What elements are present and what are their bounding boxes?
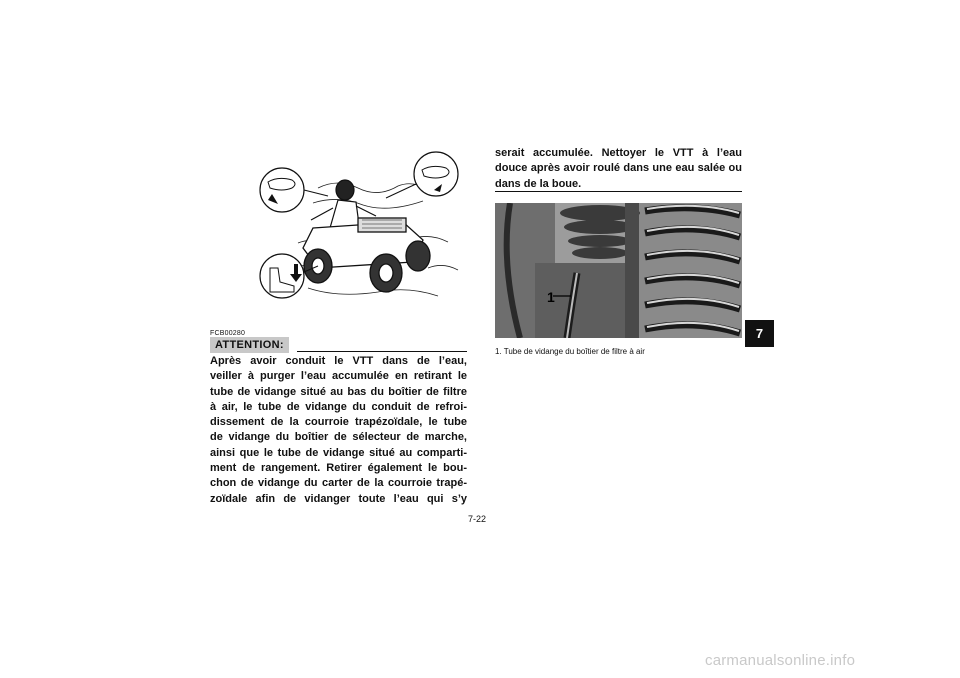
text-line: ment de rangement. Retirer également le bou- <box>210 462 467 475</box>
text-line: de vidange du boîtier de sélecteur de marche, <box>210 431 467 444</box>
text-line-last: dans de la boue. <box>495 177 582 190</box>
attention-rule <box>297 351 467 352</box>
attention-label: ATTENTION: <box>210 337 289 353</box>
text-line: ainsi que le tube de vidange situé au comparti- <box>210 446 467 459</box>
photo-caption: 1. Tube de vidange du boîtier de filtre à air <box>495 347 645 356</box>
page-number: 7-22 <box>468 514 487 524</box>
drain-tube-photo <box>495 203 742 338</box>
watermark-text: carmanualsonline.info <box>705 652 856 669</box>
text-line: tube de vidange situé au bas du boîtier de filtre <box>210 385 467 398</box>
chapter-tab[interactable]: 7 <box>745 320 774 347</box>
text-line: à air, le tube de vidange du conduit de refroi- <box>210 400 467 413</box>
text-line: chon de vidange du carter de la courroie trapé- <box>210 477 467 490</box>
callout-number: 1 <box>547 289 555 305</box>
attention-end-rule <box>495 191 742 192</box>
atv-rider-illustration <box>258 148 466 314</box>
text-line: veiller à purger l’eau accumulée en retirant le <box>210 370 467 383</box>
text-line: douce après avoir roulé dans une eau salée ou <box>495 162 742 175</box>
attention-paragraph <box>210 354 467 507</box>
reference-code: FCB00280 <box>210 330 246 337</box>
attention-paragraph-continued <box>495 146 742 192</box>
text-line: dissement de la courroie trapézoïdale, le tube <box>210 416 467 429</box>
text-line: Après avoir conduit le VTT dans de l’eau, <box>210 355 467 367</box>
text-line: zoïdale afin de vidanger toute l’eau qui s’y <box>210 492 467 505</box>
text-line: serait accumulée. Nettoyer le VTT à l’eau <box>495 147 742 159</box>
